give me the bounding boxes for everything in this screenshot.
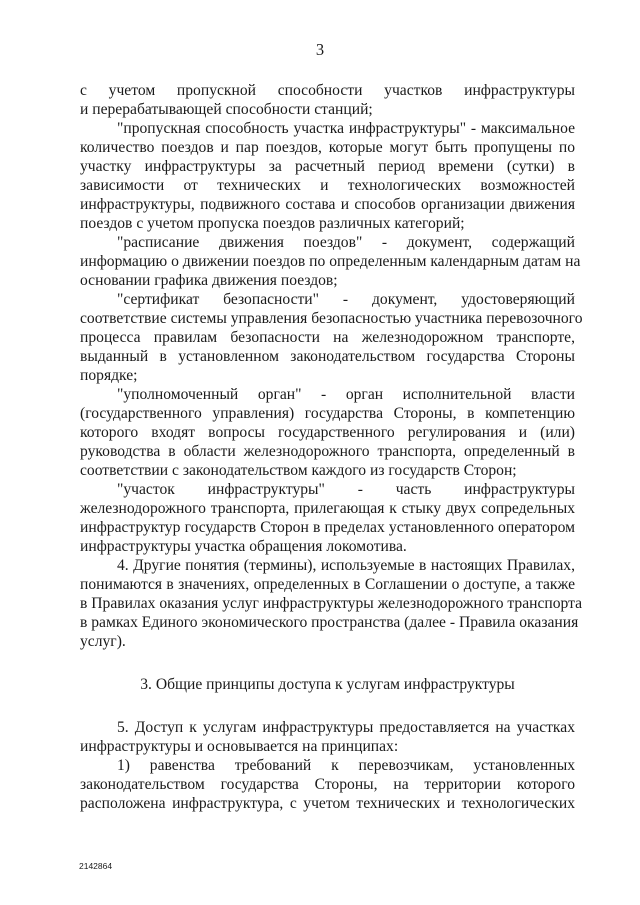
text-line: инфраструктуры и основывается на принципах:	[80, 738, 399, 755]
text-line: (государственного управления) государства Стороны, в компетенцию	[80, 405, 575, 422]
text-line: руководства в области железнодорожного транспорта, определенный в	[80, 443, 575, 460]
definitions-block	[80, 81, 583, 651]
section-heading: 3. Общие принципы доступа к услугам инфраструктуры	[140, 676, 515, 693]
text-line: которого входят вопросы государственного регулирования и (или)	[80, 424, 575, 441]
text-line: инфраструктуры участка обращения локомотива.	[80, 538, 407, 555]
text-line: законодательством государства Стороны, на территории которого	[80, 776, 575, 793]
document-body	[80, 81, 583, 813]
text-line: поездов с учетом пропуска поездов различных категорий;	[80, 215, 465, 232]
principles-block	[80, 718, 575, 813]
text-line: выданный в установленном законодательством государства Стороны	[80, 348, 575, 365]
text-line: процесса правилам безопасности на железнодорожном транспорте,	[80, 329, 575, 346]
text-line: "участок инфраструктуры" - часть инфраструктуры	[117, 481, 575, 498]
text-line: услуг).	[80, 633, 126, 650]
text-line: железнодорожного транспорта, прилегающая к стыку двух сопредельных	[80, 500, 575, 517]
text-line: в Правилах оказания услуг инфраструктуры железнодорожного транспорта	[80, 595, 583, 612]
document-id: 2142864	[79, 861, 113, 871]
text-line: и перерабатывающей способности станций;	[80, 101, 373, 118]
text-line: "расписание движения поездов" - документ, содержащий	[117, 234, 575, 251]
text-line: расположена инфраструктура, с учетом технических и технологических	[80, 795, 575, 812]
text-line: понимаются в значениях, определенных в Соглашении о доступе, а также	[80, 576, 575, 593]
text-line: "уполномоченный орган" - орган исполнительной власти	[117, 386, 575, 403]
text-line: с учетом пропускной способности участков инфраструктуры	[80, 82, 575, 99]
text-line: соответствии с законодательством каждого из государств Сторон;	[80, 462, 517, 479]
text-line: зависимости от технических и технологических возможностей	[80, 177, 575, 194]
text-line: 1) равенства требований к перевозчикам, установленных	[117, 757, 575, 774]
text-line: в рамках Единого экономического пространства (далее - Правила оказания	[80, 614, 579, 631]
text-line: участку инфраструктуры за расчетный период времени (сутки) в	[80, 158, 575, 175]
text-line: основании графика движения поездов;	[80, 272, 338, 289]
text-line: соответствие системы управления безопасностью участника перевозочного	[80, 310, 583, 327]
text-line: порядке;	[80, 367, 138, 384]
text-line: количество поездов и пар поездов, которые могут быть пропущены по	[80, 139, 575, 156]
text-line: информацию о движении поездов по определенным календарным датам на	[80, 253, 581, 270]
text-line: "пропускная способность участка инфраструктуры" - максимальное	[117, 120, 575, 137]
text-line: 4. Другие понятия (термины), используемые в настоящих Правилах,	[117, 557, 575, 574]
text-line: "сертификат безопасности" - документ, удостоверяющий	[117, 291, 575, 308]
text-line: 5. Доступ к услугам инфраструктуры предоставляется на участках	[117, 719, 575, 736]
text-line: инфраструктуры, подвижного состава и способов организации движения	[80, 196, 575, 213]
text-line: инфраструктур государств Сторон в пределах установленного оператором	[80, 519, 575, 536]
page-number: 3	[315, 40, 325, 59]
